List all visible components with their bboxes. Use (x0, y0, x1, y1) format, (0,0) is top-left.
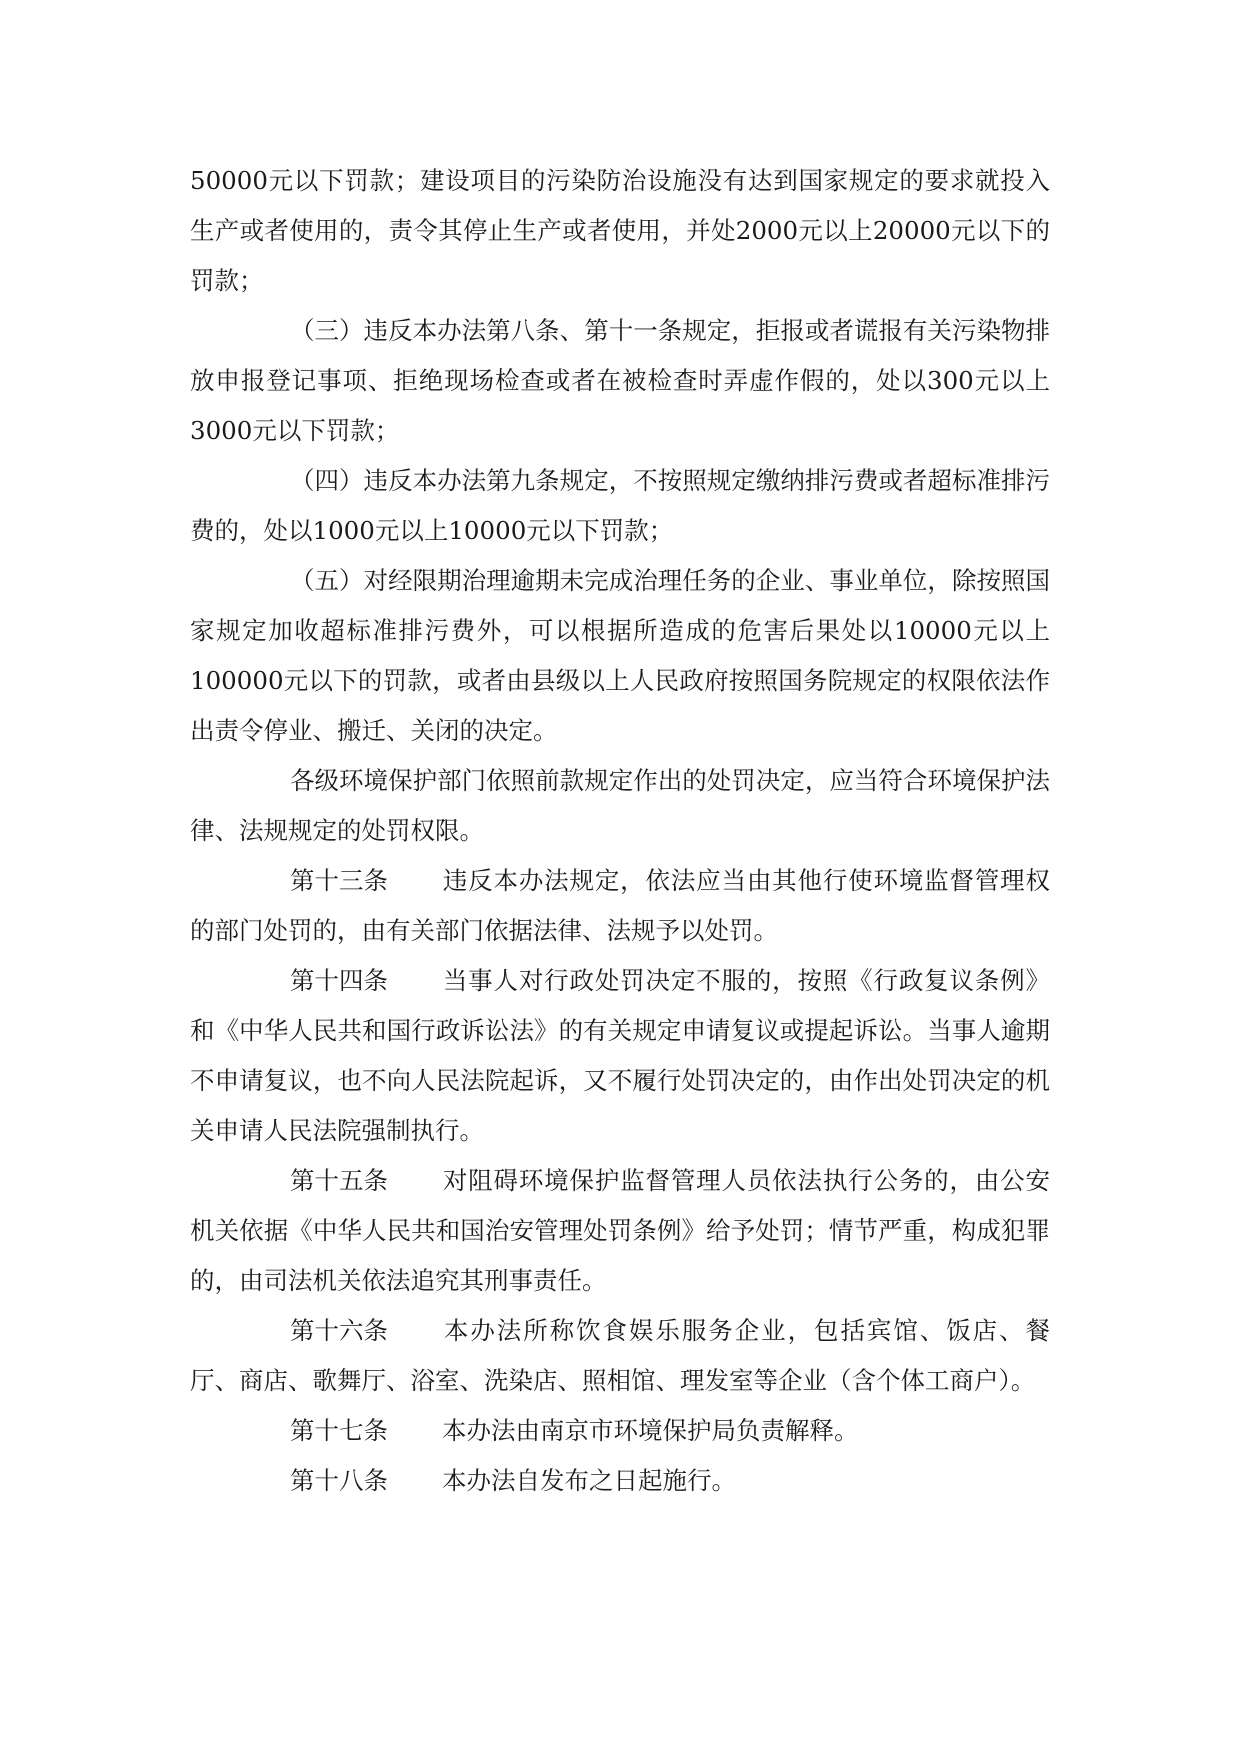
article-number: 第十五条 (290, 1166, 388, 1195)
article-17 (190, 1406, 1050, 1456)
article-16 (190, 1306, 1050, 1406)
article-text: 当事人对行政处罚决定不服的，按照《行政复议条例》和《中华人民共和国行政诉讼法》的有关规定申请复议或提起诉讼。当事人逾期不申请复议，也不向人民法院起诉，又不履行处罚决定的，由作出处罚决定的机关申请人民法院强制执行。 (190, 966, 1050, 1145)
article-text: 本办法由南京市环境保护局负责解释。 (442, 1416, 859, 1445)
article-18 (190, 1456, 1050, 1506)
article-text: 对阻碍环境保护监督管理人员依法执行公务的，由公安机关依据《中华人民共和国治安管理处罚条例》给予处罚；情节严重，构成犯罪的，由司法机关依法追究其刑事责任。 (190, 1166, 1050, 1295)
article-text: 本办法所称饮食娱乐服务企业，包括宾馆、饭店、餐厅、商店、歌舞厅、浴室、洗染店、照相馆、理发室等企业（含个体工商户）。 (190, 1316, 1050, 1395)
article-13 (190, 856, 1050, 956)
paragraph-item-4: （四）违反本办法第九条规定，不按照规定缴纳排污费或者超标准排污费的，处以1000元以上10000元以下罚款； (190, 466, 1050, 545)
article-text: 本办法自发布之日起施行。 (442, 1466, 736, 1495)
article-number: 第十八条 (290, 1466, 388, 1495)
paragraph-item-5: （五）对经限期治理逾期未完成治理任务的企业、事业单位，除按照国家规定加收超标准排污费外，可以根据所造成的危害后果处以10000元以上100000元以下的罚款，或者由县级以上人民政府按照国务院规定的权限依法作出责令停业、搬迁、关闭的决定。 (190, 566, 1050, 745)
article-number: 第十六条 (290, 1316, 388, 1345)
article-number: 第十三条 (290, 866, 388, 895)
article-text: 违反本办法规定，依法应当由其他行使环境监督管理权的部门处罚的，由有关部门依据法律、法规予以处罚。 (190, 866, 1050, 945)
article-14 (190, 956, 1050, 1156)
paragraph-item-3: （三）违反本办法第八条、第十一条规定，拒报或者谎报有关污染物排放申报登记事项、拒绝现场检查或者在被检查时弄虚作假的，处以300元以上3000元以下罚款； (190, 316, 1050, 445)
article-number: 第十四条 (290, 966, 388, 995)
article-15 (190, 1156, 1050, 1306)
paragraph-continuation: 50000元以下罚款；建设项目的污染防治设施没有达到国家规定的要求就投入生产或者使用的，责令其停止生产或者使用，并处2000元以上20000元以下的罚款； (190, 166, 1050, 295)
article-number: 第十七条 (290, 1416, 388, 1445)
document-body (190, 156, 1050, 1506)
paragraph-penalty-authority: 各级环境保护部门依照前款规定作出的处罚决定，应当符合环境保护法律、法规规定的处罚权限。 (190, 766, 1050, 845)
